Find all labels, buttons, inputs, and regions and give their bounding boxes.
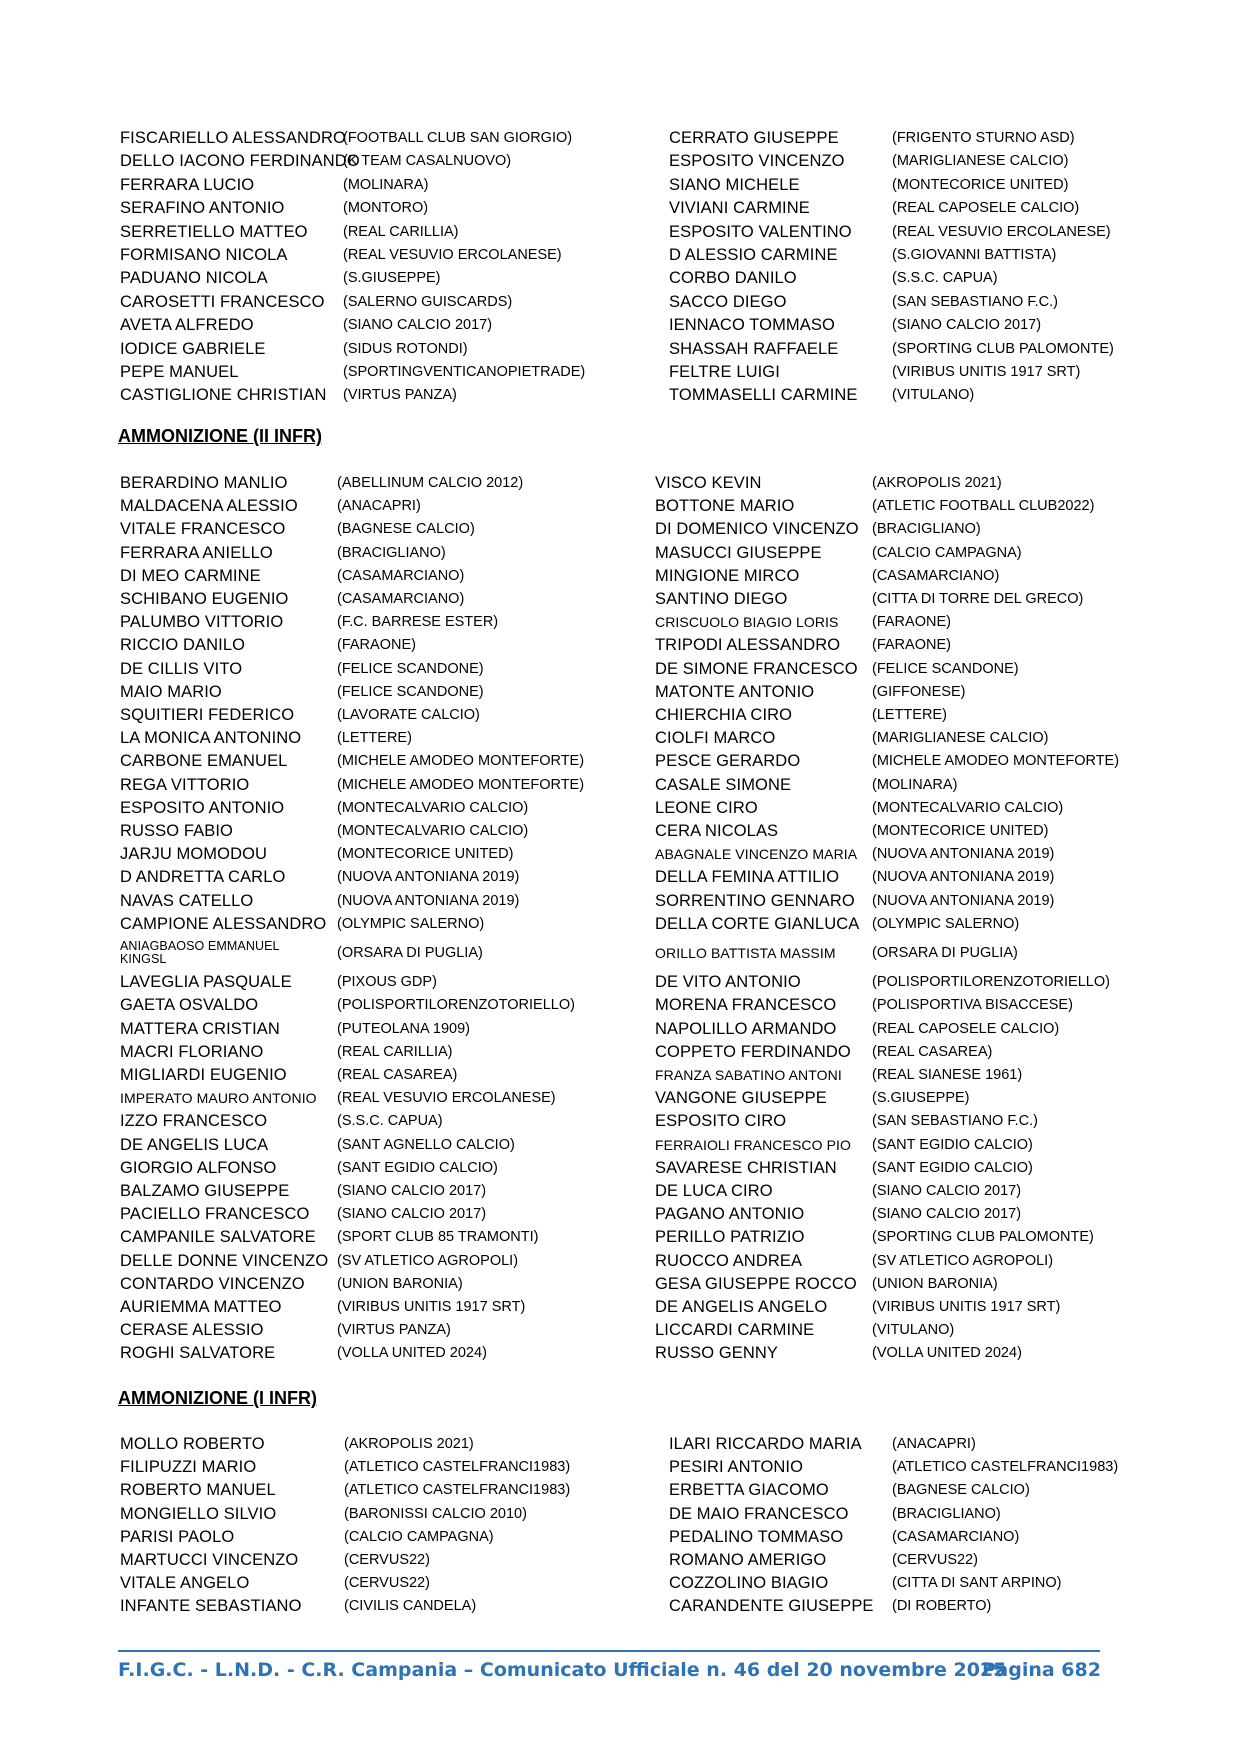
player-name: AVETA ALFREDO [120, 316, 254, 335]
list-row [0, 338, 1241, 361]
player-name: ROGHI SALVATORE [120, 1344, 276, 1363]
list-row [0, 518, 1241, 541]
player-name: ILARI RICCARDO MARIA [669, 1435, 862, 1453]
team-name: (FELICE SCANDONE) [872, 660, 1019, 677]
list-row [0, 1157, 1241, 1180]
team-name: (VIRIBUS UNITIS 1917 SRT) [892, 364, 1081, 380]
player-name: SERRETIELLO MATTEO [120, 222, 308, 241]
team-name: (VIRIBUS UNITIS 1917 SRT) [337, 1299, 526, 1315]
player-name: SORRENTINO GENNARO [655, 891, 855, 910]
team-name: (CASAMARCIANO) [872, 567, 1000, 584]
team-name: (BAGNESE CALCIO) [337, 521, 475, 538]
team-name: (POLISPORTIVA BISACCESE) [872, 997, 1073, 1014]
player-name: DE MAIO FRANCESCO [669, 1504, 849, 1523]
team-name: (SPORTING CLUB PALOMONTE) [892, 340, 1114, 357]
team-name: (MICHELE AMODEO MONTEFORTE) [337, 776, 585, 793]
list-row [0, 1041, 1241, 1064]
player-name: PACIELLO FRANCESCO [120, 1205, 310, 1224]
player-name: SQUITIERI FEDERICO [120, 706, 295, 724]
player-name: CASTIGLIONE CHRISTIAN [120, 386, 327, 405]
list-row [0, 939, 1241, 966]
team-name: (MONTECORICE UNITED) [337, 846, 514, 863]
player-name: DE SIMONE FRANCESCO [655, 659, 858, 678]
team-name: (SIANO CALCIO 2017) [872, 1206, 1022, 1223]
team-name: (MONTECALVARIO CALCIO) [872, 799, 1064, 816]
player-name: PEPE MANUEL [120, 363, 239, 381]
list-row [0, 971, 1241, 994]
player-name: ROBERTO MANUEL [120, 1481, 276, 1500]
player-name: DELLA CORTE GIANLUCA [655, 914, 860, 933]
team-name: (MARIGLIANESE CALCIO) [872, 730, 1049, 747]
list-row [0, 750, 1241, 773]
player-name: DE ANGELIS ANGELO [655, 1298, 828, 1316]
list-row [0, 267, 1241, 290]
player-name: PESIRI ANTONIO [669, 1458, 804, 1477]
team-name: (SALERNO GUISCARDS) [343, 293, 513, 310]
player-name: DE ANGELIS LUCA [120, 1135, 269, 1154]
team-name: (LETTERE) [337, 730, 412, 747]
team-name: (OLYMPIC SALERNO) [872, 915, 1020, 932]
list-row [0, 174, 1241, 197]
player-name: MONGIELLO SILVIO [120, 1504, 277, 1523]
team-name: (REAL CASAREA) [337, 1067, 458, 1083]
player-name: CAMPANILE SALVATORE [120, 1228, 316, 1247]
team-name: (MOLINARA) [872, 776, 958, 793]
player-name: BOTTONE MARIO [655, 497, 795, 516]
team-name: (ABELLINUM CALCIO 2012) [337, 475, 524, 491]
list-row [0, 588, 1241, 611]
player-name: IODICE GABRIELE [120, 339, 266, 358]
section-2-heading: AMMONIZIONE (II INFR) [118, 426, 322, 446]
player-name: MAIO MARIO [120, 682, 222, 701]
list-row [0, 1526, 1241, 1549]
team-name: (SPORT CLUB 85 TRAMONTI) [337, 1229, 539, 1246]
team-name: (MONTECORICE UNITED) [872, 823, 1049, 839]
player-name: CIOLFI MARCO [655, 729, 776, 748]
player-name: CARBONE EMANUEL [120, 752, 288, 771]
team-name: (MONTORO) [343, 200, 429, 217]
team-name: (CALCIO CAMPAGNA) [872, 544, 1022, 561]
team-name: (F.C. BARRESE ESTER) [337, 614, 499, 631]
team-name: (REAL SIANESE 1961) [872, 1067, 1023, 1083]
list-row [0, 314, 1241, 337]
player-name: LICCARDI CARMINE [655, 1321, 815, 1340]
player-name: NAVAS CATELLO [120, 891, 254, 910]
player-name: CRISCUOLO BIAGIO LORIS [655, 614, 839, 631]
team-name: (NUOVA ANTONIANA 2019) [337, 869, 520, 886]
team-name: (GIFFONESE) [872, 683, 966, 700]
list-row [0, 1110, 1241, 1133]
player-name: MALDACENA ALESSIO [120, 497, 298, 516]
list-row [0, 1572, 1241, 1595]
team-name: (ORSARA DI PUGLIA) [337, 945, 483, 961]
team-name: (REAL CASAREA) [872, 1043, 993, 1060]
team-name: (REAL CARILLIA) [343, 223, 459, 240]
team-name: (UNION BARONIA) [872, 1275, 998, 1292]
team-name: (SANT EGIDIO CALCIO) [872, 1159, 1033, 1176]
player-name: NAPOLILLO ARMANDO [655, 1019, 837, 1038]
player-name: ERBETTA GIACOMO [669, 1481, 829, 1500]
player-name: LAVEGLIA PASQUALE [120, 973, 292, 992]
player-name: VIVIANI CARMINE [669, 199, 810, 218]
list-row [0, 291, 1241, 314]
list-row [0, 1503, 1241, 1526]
team-name: (OLYMPIC SALERNO) [337, 915, 485, 932]
player-name: PESCE GERARDO [655, 752, 801, 771]
team-name: (S.GIOVANNI BATTISTA) [892, 247, 1057, 263]
player-name: FILIPUZZI MARIO [120, 1458, 257, 1477]
team-name: (AKROPOLIS 2021) [872, 475, 1002, 491]
section-3-heading: AMMONIZIONE (I INFR) [118, 1388, 317, 1408]
list-row [0, 197, 1241, 220]
team-name: (SIANO CALCIO 2017) [337, 1206, 487, 1223]
team-name: (K TEAM CASALNUOVO) [343, 153, 512, 170]
list-row [0, 361, 1241, 384]
list-row [0, 1479, 1241, 1502]
team-name: (REAL CAPOSELE CALCIO) [892, 200, 1080, 217]
player-name: ESPOSITO ANTONIO [120, 798, 285, 817]
list-row [0, 1134, 1241, 1157]
team-name: (SIANO CALCIO 2017) [337, 1183, 487, 1199]
player-name: PEDALINO TOMMASO [669, 1527, 844, 1546]
player-name: PAGANO ANTONIO [655, 1205, 805, 1224]
team-name: (FARAONE) [872, 614, 951, 631]
player-name: RUSSO GENNY [655, 1344, 779, 1363]
team-name: (SIDUS ROTONDI) [343, 340, 468, 357]
player-name: AURIEMMA MATTEO [120, 1298, 282, 1316]
list-row [0, 681, 1241, 704]
player-name: BERARDINO MANLIO [120, 474, 288, 492]
team-name: (CERVUS22) [344, 1575, 430, 1592]
list-row [0, 774, 1241, 797]
team-name: (MONTECALVARIO CALCIO) [337, 799, 529, 816]
player-name: CHIERCHIA CIRO [655, 706, 793, 724]
list-row [0, 1595, 1241, 1618]
team-name: (SIANO CALCIO 2017) [872, 1183, 1022, 1199]
player-name: RUSSO FABIO [120, 822, 233, 840]
team-name: (SAN SEBASTIANO F.C.) [892, 293, 1058, 310]
team-name: (CERVUS22) [892, 1552, 978, 1568]
player-name: SCHIBANO EUGENIO [120, 590, 289, 608]
team-name: (CASAMARCIANO) [337, 591, 465, 607]
team-name: (PUTEOLANA 1909) [337, 1020, 470, 1037]
player-name: DE LUCA CIRO [655, 1182, 773, 1200]
team-name: (MONTECALVARIO CALCIO) [337, 823, 529, 839]
player-name: MINGIONE MIRCO [655, 566, 800, 585]
player-name: MACRI FLORIANO [120, 1042, 264, 1061]
list-row [0, 1018, 1241, 1041]
player-name: ORILLO BATTISTA MASSIM [655, 945, 836, 961]
team-name: (SIANO CALCIO 2017) [343, 317, 493, 334]
player-name: ESPOSITO VINCENZO [669, 152, 845, 171]
team-name: (REAL VESUVIO ERCOLANESE) [892, 223, 1111, 240]
team-name: (VIRIBUS UNITIS 1917 SRT) [872, 1299, 1061, 1315]
player-name: SERAFINO ANTONIO [120, 199, 285, 218]
list-row [0, 384, 1241, 407]
player-name: TRIPODI ALESSANDRO [655, 636, 841, 655]
player-name: GIORGIO ALFONSO [120, 1158, 277, 1177]
team-name: (ANACAPRI) [892, 1436, 976, 1452]
team-name: (REAL VESUVIO ERCOLANESE) [343, 247, 562, 263]
player-name: FERRARA ANIELLO [120, 543, 273, 562]
team-name: (CITTA DI TORRE DEL GRECO) [872, 591, 1084, 607]
player-name: CAROSETTI FRANCESCO [120, 292, 325, 311]
player-name: JARJU MOMODOU [120, 845, 268, 864]
player-name: DELLO IACONO FERDINANDO [120, 152, 360, 171]
team-name: (S.S.C. CAPUA) [892, 270, 998, 287]
list-row [0, 727, 1241, 750]
player-name: FRANZA SABATINO ANTONI [655, 1067, 842, 1083]
team-name: (FOOTBALL CLUB SAN GIORGIO) [343, 130, 573, 146]
player-name: LEONE CIRO [655, 798, 758, 817]
team-name: (MICHELE AMODEO MONTEFORTE) [337, 753, 585, 770]
team-name: (DI ROBERTO) [892, 1598, 992, 1615]
team-name: (S.GIUSEPPE) [872, 1090, 970, 1107]
list-row [0, 866, 1241, 889]
team-name: (SANT EGIDIO CALCIO) [872, 1136, 1033, 1153]
player-name: COPPETO FERDINANDO [655, 1042, 851, 1061]
list-row [0, 1087, 1241, 1110]
player-name: BALZAMO GIUSEPPE [120, 1182, 290, 1200]
list-row [0, 634, 1241, 657]
footer-text: F.I.G.C. - L.N.D. - C.R. Campania – Comunicato Ufficiale n. 46 del 20 novembre 2025 [118, 1659, 1007, 1681]
list-row [0, 913, 1241, 936]
player-name: LA MONICA ANTONINO [120, 729, 302, 748]
team-name: (NUOVA ANTONIANA 2019) [337, 892, 520, 909]
team-name: (MONTECORICE UNITED) [892, 176, 1069, 193]
team-name: (SPORTINGVENTICANOPIETRADE) [343, 364, 586, 380]
team-name: (MOLINARA) [343, 176, 429, 193]
player-name: PALUMBO VITTORIO [120, 613, 284, 632]
team-name: (BARONISSI CALCIO 2010) [344, 1505, 527, 1522]
player-name: DE CILLIS VITO [120, 659, 243, 678]
team-name: (UNION BARONIA) [337, 1275, 463, 1292]
list-row [0, 1319, 1241, 1342]
player-name: FERRARA LUCIO [120, 175, 255, 194]
list-row [0, 1180, 1241, 1203]
list-row [0, 1549, 1241, 1572]
player-name: VISCO KEVIN [655, 474, 762, 492]
team-name: (VOLLA UNITED 2024) [337, 1345, 487, 1362]
player-name: CERASE ALESSIO [120, 1321, 264, 1340]
team-name: (PIXOUS GDP) [337, 974, 437, 991]
player-name: MIGLIARDI EUGENIO [120, 1066, 287, 1084]
list-row [0, 658, 1241, 681]
team-name: (LAVORATE CALCIO) [337, 707, 480, 723]
player-name: MATTERA CRISTIAN [120, 1019, 280, 1038]
player-name: SIANO MICHELE [669, 175, 800, 194]
player-name: DELLE DONNE VINCENZO [120, 1251, 329, 1270]
player-name: CERRATO GIUSEPPE [669, 129, 839, 147]
player-name: CONTARDO VINCENZO [120, 1274, 305, 1293]
player-name: ROMANO AMERIGO [669, 1551, 827, 1569]
footer-page-number: Pagina 682 [982, 1659, 1101, 1681]
player-name: DI DOMENICO VINCENZO [655, 520, 859, 539]
list-row [0, 843, 1241, 866]
player-name: D ALESSIO CARMINE [669, 246, 838, 264]
player-name: DELLA FEMINA ATTILIO [655, 868, 840, 887]
team-name: (REAL VESUVIO ERCOLANESE) [337, 1090, 556, 1107]
player-name: REGA VITTORIO [120, 775, 250, 794]
team-name: (ANACAPRI) [337, 498, 421, 515]
team-name: (VIRTUS PANZA) [337, 1322, 451, 1339]
list-row [0, 1433, 1241, 1456]
list-row [0, 244, 1241, 267]
player-name: SANTINO DIEGO [655, 590, 788, 608]
list-row [0, 542, 1241, 565]
player-name: D ANDRETTA CARLO [120, 868, 286, 887]
team-name: (AKROPOLIS 2021) [344, 1436, 474, 1452]
player-name: FELTRE LUIGI [669, 363, 780, 381]
team-name: (SPORTING CLUB PALOMONTE) [872, 1229, 1094, 1246]
list-row [0, 820, 1241, 843]
player-name: MATONTE ANTONIO [655, 682, 815, 701]
list-row [0, 1064, 1241, 1087]
team-name: (FRIGENTO STURNO ASD) [892, 130, 1075, 146]
team-name: (REAL CAPOSELE CALCIO) [872, 1020, 1060, 1037]
team-name: (S.GIUSEPPE) [343, 270, 441, 287]
team-name: (FARAONE) [337, 637, 416, 654]
team-name: (SIANO CALCIO 2017) [892, 317, 1042, 334]
list-row [0, 1203, 1241, 1226]
player-name: ESPOSITO CIRO [655, 1112, 787, 1131]
team-name: (POLISPORTILORENZOTORIELLO) [872, 974, 1110, 991]
team-name: (LETTERE) [872, 707, 947, 723]
team-name: (POLISPORTILORENZOTORIELLO) [337, 997, 575, 1014]
player-name: IMPERATO MAURO ANTONIO [120, 1090, 317, 1107]
team-name: (SV ATLETICO AGROPOLI) [337, 1252, 519, 1269]
player-name: TOMMASELLI CARMINE [669, 386, 858, 405]
player-name: CARANDENTE GIUSEPPE [669, 1597, 874, 1616]
player-name: CORBO DANILO [669, 269, 797, 288]
team-name: (MICHELE AMODEO MONTEFORTE) [872, 753, 1120, 770]
list-row [0, 1456, 1241, 1479]
list-row [0, 472, 1241, 495]
player-name: GESA GIUSEPPE ROCCO [655, 1274, 857, 1293]
player-name: INFANTE SEBASTIANO [120, 1597, 302, 1616]
team-name: (BRACIGLIANO) [337, 544, 446, 561]
player-name: CAMPIONE ALESSANDRO [120, 914, 327, 933]
player-name: ABAGNALE VINCENZO MARIA [655, 846, 858, 863]
player-name: ESPOSITO VALENTINO [669, 222, 852, 241]
team-name: (CALCIO CAMPAGNA) [344, 1528, 494, 1545]
list-row [0, 1250, 1241, 1273]
team-name: (VITULANO) [872, 1322, 955, 1339]
team-name: (SAN SEBASTIANO F.C.) [872, 1113, 1038, 1130]
team-name: (ATLETIC FOOTBALL CLUB2022) [872, 498, 1095, 515]
team-name: (VIRTUS PANZA) [343, 387, 457, 404]
team-name: (REAL CARILLIA) [337, 1043, 453, 1060]
player-name: MASUCCI GIUSEPPE [655, 543, 822, 562]
team-name: (SANT EGIDIO CALCIO) [337, 1159, 498, 1176]
list-row [0, 890, 1241, 913]
player-name: PARISI PAOLO [120, 1527, 235, 1546]
player-name: CERA NICOLAS [655, 822, 779, 840]
player-name: DE VITO ANTONIO [655, 973, 801, 992]
team-name: (SANT AGNELLO CALCIO) [337, 1136, 515, 1153]
player-name: SAVARESE CHRISTIAN [655, 1158, 837, 1177]
list-row [0, 221, 1241, 244]
player-name: VITALE ANGELO [120, 1574, 250, 1593]
player-name: PERILLO PATRIZIO [655, 1228, 805, 1247]
player-name: FISCARIELLO ALESSANDRO [120, 129, 346, 147]
list-row [0, 1226, 1241, 1249]
player-name: VITALE FRANCESCO [120, 520, 286, 539]
player-name: PADUANO NICOLA [120, 269, 268, 288]
list-row [0, 994, 1241, 1017]
list-row [0, 797, 1241, 820]
player-name: IZZO FRANCESCO [120, 1112, 268, 1131]
team-name: (NUOVA ANTONIANA 2019) [872, 869, 1055, 886]
team-name: (CASAMARCIANO) [892, 1528, 1020, 1545]
team-name: (S.S.C. CAPUA) [337, 1113, 443, 1130]
player-name: IENNACO TOMMASO [669, 316, 835, 335]
list-row [0, 127, 1241, 150]
team-name: (ATLETICO CASTELFRANCI1983) [344, 1459, 571, 1476]
player-name: MARTUCCI VINCENZO [120, 1551, 299, 1569]
team-name: (VOLLA UNITED 2024) [872, 1345, 1022, 1362]
team-name: (CIVILIS CANDELA) [344, 1598, 477, 1615]
team-name: (SV ATLETICO AGROPOLI) [872, 1252, 1054, 1269]
player-name: MOLLO ROBERTO [120, 1435, 265, 1453]
team-name: (CASAMARCIANO) [337, 567, 465, 584]
player-name: FERRAIOLI FRANCESCO PIO [655, 1136, 851, 1153]
list-row [0, 1273, 1241, 1296]
player-name: RUOCCO ANDREA [655, 1251, 803, 1270]
team-name: (BAGNESE CALCIO) [892, 1482, 1030, 1499]
list-row [0, 1342, 1241, 1365]
team-name: (NUOVA ANTONIANA 2019) [872, 892, 1055, 909]
player-name: DI MEO CARMINE [120, 566, 261, 585]
team-name: (NUOVA ANTONIANA 2019) [872, 846, 1055, 863]
player-name: SHASSAH RAFFAELE [669, 339, 839, 358]
player-name: CASALE SIMONE [655, 775, 792, 794]
team-name: (ORSARA DI PUGLIA) [872, 945, 1018, 961]
list-row [0, 1296, 1241, 1319]
team-name: (FELICE SCANDONE) [337, 683, 484, 700]
team-name: (FELICE SCANDONE) [337, 660, 484, 677]
team-name: (MARIGLIANESE CALCIO) [892, 153, 1069, 170]
list-row [0, 495, 1241, 518]
player-name: VANGONE GIUSEPPE [655, 1089, 827, 1108]
team-name: (BRACIGLIANO) [892, 1505, 1001, 1522]
player-name: GAETA OSVALDO [120, 996, 259, 1015]
team-name: (CERVUS22) [344, 1552, 430, 1568]
list-row [0, 150, 1241, 173]
team-name: (BRACIGLIANO) [872, 521, 981, 538]
list-row [0, 565, 1241, 588]
team-name: (ATLETICO CASTELFRANCI1983) [892, 1459, 1119, 1476]
player-name: MORENA FRANCESCO [655, 996, 837, 1015]
team-name: (ATLETICO CASTELFRANCI1983) [344, 1482, 571, 1499]
team-name: (FARAONE) [872, 637, 951, 654]
player-name: SACCO DIEGO [669, 292, 787, 311]
player-name: FORMISANO NICOLA [120, 246, 288, 264]
player-name: COZZOLINO BIAGIO [669, 1574, 829, 1593]
list-row [0, 704, 1241, 727]
team-name: (CITTA DI SANT ARPINO) [892, 1575, 1062, 1592]
player-name: RICCIO DANILO [120, 636, 246, 655]
footer-divider [118, 1650, 1100, 1652]
player-name: ANIAGBAOSO EMMANUEL KINGSL [120, 939, 280, 966]
team-name: (VITULANO) [892, 387, 975, 404]
list-row [0, 611, 1241, 634]
